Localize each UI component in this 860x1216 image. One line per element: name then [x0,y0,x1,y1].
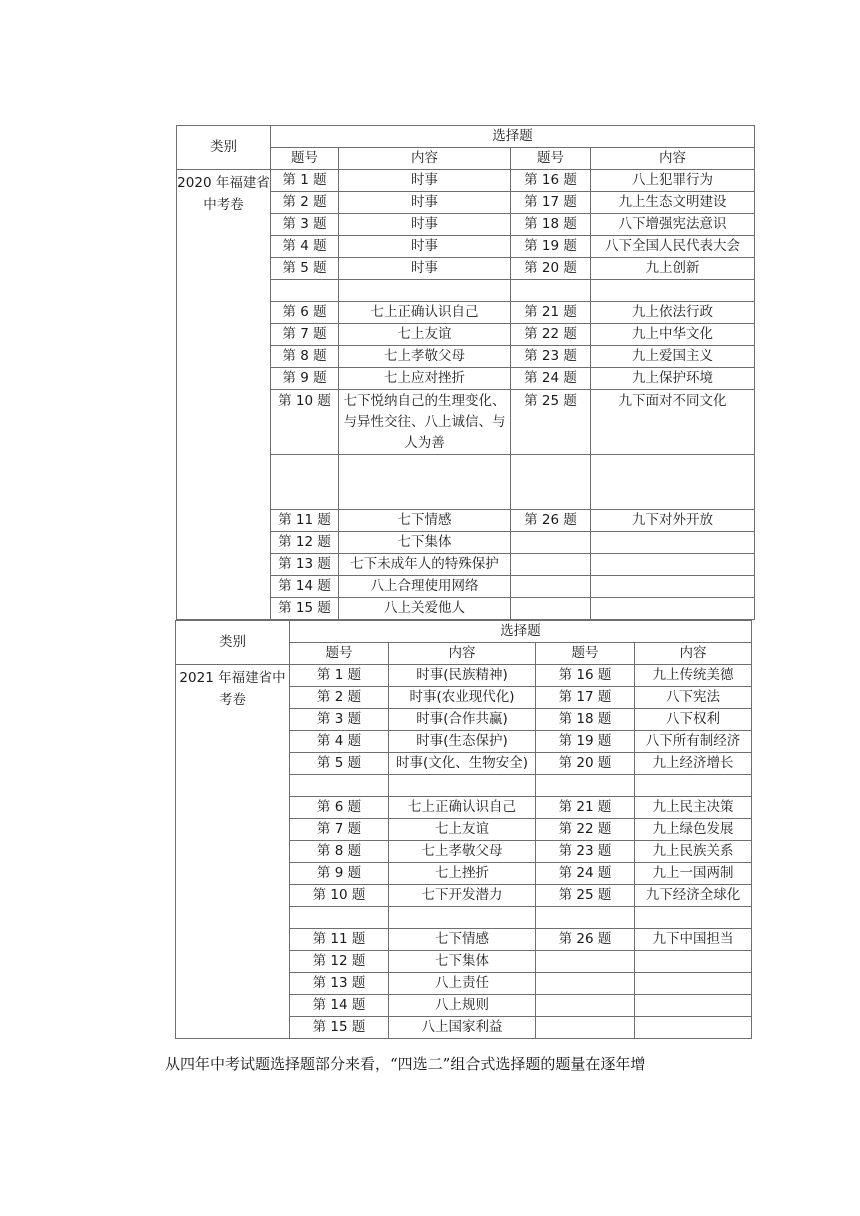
question-number: 第 10 题 [271,390,339,455]
question-number: 第 22 题 [536,819,635,841]
question-number: 第 14 题 [271,576,339,598]
question-content [339,280,511,302]
question-number: 第 26 题 [536,929,635,951]
question-content: 九上保护环境 [591,368,755,390]
question-content: 时事 [339,192,511,214]
question-content: 七上正确认识自己 [389,797,536,819]
question-number: 第 7 题 [290,819,389,841]
question-number [511,554,591,576]
question-number: 第 16 题 [536,665,635,687]
question-number: 第 16 题 [511,170,591,192]
question-number: 第 5 题 [271,258,339,280]
question-content: 八上国家利益 [389,1017,536,1039]
question-number: 第 12 题 [271,532,339,554]
question-number: 第 13 题 [271,554,339,576]
question-number: 第 26 题 [511,510,591,532]
exam-name-cell: 2021 年福建省中考卷 [176,665,290,1039]
question-content: 九下面对不同文化 [591,390,755,455]
question-number: 第 11 题 [290,929,389,951]
header-row [176,621,752,643]
question-number: 第 4 题 [290,731,389,753]
question-number [290,907,389,929]
question-number: 第 23 题 [536,841,635,863]
question-number: 第 24 题 [511,368,591,390]
question-content [591,598,755,620]
question-content: 七上正确认识自己 [339,302,511,324]
question-number: 第 3 题 [271,214,339,236]
question-number: 第 9 题 [271,368,339,390]
question-number [271,280,339,302]
question-content: 九上绿色发展 [635,819,752,841]
question-content: 九上依法行政 [591,302,755,324]
question-content: 时事 [339,214,511,236]
table-body [176,621,752,1039]
question-content: 七下情感 [339,510,511,532]
question-number: 第 4 题 [271,236,339,258]
col-header-content: 内容 [389,643,536,665]
question-number: 第 15 题 [271,598,339,620]
question-content: 九上一国两制 [635,863,752,885]
question-number [511,455,591,510]
question-number: 第 6 题 [271,302,339,324]
question-content [591,455,755,510]
question-content: 九上创新 [591,258,755,280]
question-content: 九上传统美德 [635,665,752,687]
question-content: 九上中华文化 [591,324,755,346]
table-row [176,665,752,687]
question-content [591,554,755,576]
question-content: 时事 [339,170,511,192]
question-number [511,532,591,554]
table-body [177,126,755,620]
question-number: 第 18 题 [536,709,635,731]
question-content [635,995,752,1017]
question-content: 九下对外开放 [591,510,755,532]
question-number: 第 9 题 [290,863,389,885]
header-row [177,126,755,148]
question-content: 时事(农业现代化) [389,687,536,709]
question-number [536,1017,635,1039]
question-content: 八上关爱他人 [339,598,511,620]
question-number [536,907,635,929]
question-content: 七上应对挫折 [339,368,511,390]
question-content: 七下情感 [389,929,536,951]
question-content: 七上孝敬父母 [389,841,536,863]
question-content: 时事(生态保护) [389,731,536,753]
question-content [339,455,511,510]
question-content: 八上规则 [389,995,536,1017]
question-content [635,1017,752,1039]
category-header: 类别 [176,621,290,665]
question-content: 九下中国担当 [635,929,752,951]
question-content: 八下全国人民代表大会 [591,236,755,258]
question-content [389,775,536,797]
question-content: 八下所有制经济 [635,731,752,753]
question-content [635,951,752,973]
question-number: 第 11 题 [271,510,339,532]
question-content [635,973,752,995]
question-number: 第 22 题 [511,324,591,346]
question-number: 第 21 题 [511,302,591,324]
question-content: 七上挫折 [389,863,536,885]
question-number: 第 6 题 [290,797,389,819]
question-number: 第 12 题 [290,951,389,973]
question-content: 八上责任 [389,973,536,995]
question-number: 第 17 题 [536,687,635,709]
question-number: 第 19 题 [511,236,591,258]
question-content: 七下悦纳自己的生理变化、与异性交往、八上诚信、与人为善 [339,390,511,455]
question-number [536,951,635,973]
exam-table-2021 [175,620,752,1039]
question-content: 七下开发潜力 [389,885,536,907]
question-number [536,973,635,995]
section-header: 选择题 [271,126,755,148]
col-header-number: 题号 [536,643,635,665]
question-number: 第 18 题 [511,214,591,236]
question-content: 时事 [339,258,511,280]
question-number [271,455,339,510]
question-content: 九上民族关系 [635,841,752,863]
question-number [511,576,591,598]
col-header-number: 题号 [511,148,591,170]
question-number: 第 25 题 [511,390,591,455]
question-content: 七下集体 [339,532,511,554]
question-content: 七下未成年人的特殊保护 [339,554,511,576]
question-number: 第 13 题 [290,973,389,995]
question-number [511,280,591,302]
question-content: 九上经济增长 [635,753,752,775]
question-number: 第 2 题 [271,192,339,214]
question-number [536,775,635,797]
question-number: 第 1 题 [271,170,339,192]
exam-name-cell: 2020 年福建省中考卷 [177,170,271,620]
question-number [511,598,591,620]
question-content: 七上孝敬父母 [339,346,511,368]
question-content: 七上友谊 [339,324,511,346]
question-number: 第 3 题 [290,709,389,731]
question-content [635,775,752,797]
question-content: 七下集体 [389,951,536,973]
question-content [635,907,752,929]
question-number: 第 21 题 [536,797,635,819]
question-number: 第 8 题 [290,841,389,863]
question-number [290,775,389,797]
question-content: 七上友谊 [389,819,536,841]
question-content: 九上生态文明建设 [591,192,755,214]
question-number: 第 20 题 [511,258,591,280]
table-row [177,170,755,192]
col-header-content: 内容 [339,148,511,170]
question-content: 八上犯罪行为 [591,170,755,192]
question-content [389,907,536,929]
question-content: 八上合理使用网络 [339,576,511,598]
question-number: 第 24 题 [536,863,635,885]
question-content: 九上爱国主义 [591,346,755,368]
question-number: 第 1 题 [290,665,389,687]
body-paragraph: 从四年中考试题选择题部分来看，“四选二”组合式选择题的题量在逐年增 [165,1055,646,1073]
col-header-content: 内容 [591,148,755,170]
question-number: 第 5 题 [290,753,389,775]
col-header-number: 题号 [290,643,389,665]
question-number: 第 7 题 [271,324,339,346]
section-header: 选择题 [290,621,752,643]
question-number [536,995,635,1017]
question-content: 九下经济全球化 [635,885,752,907]
question-number: 第 25 题 [536,885,635,907]
question-content: 时事(合作共赢) [389,709,536,731]
col-header-number: 题号 [271,148,339,170]
question-number: 第 8 题 [271,346,339,368]
question-number: 第 17 题 [511,192,591,214]
question-content: 时事(民族精神) [389,665,536,687]
question-content: 八下宪法 [635,687,752,709]
question-number: 第 14 题 [290,995,389,1017]
question-content: 九上民主决策 [635,797,752,819]
question-content: 时事 [339,236,511,258]
category-header: 类别 [177,126,271,170]
question-number: 第 19 题 [536,731,635,753]
question-number: 第 23 题 [511,346,591,368]
question-content: 时事(文化、生物安全) [389,753,536,775]
question-number: 第 10 题 [290,885,389,907]
question-content [591,280,755,302]
exam-table-2020 [176,125,755,620]
question-number: 第 2 题 [290,687,389,709]
question-content [591,576,755,598]
question-content: 八下权利 [635,709,752,731]
question-content: 八下增强宪法意识 [591,214,755,236]
question-number: 第 15 题 [290,1017,389,1039]
question-number: 第 20 题 [536,753,635,775]
question-content [591,532,755,554]
col-header-content: 内容 [635,643,752,665]
